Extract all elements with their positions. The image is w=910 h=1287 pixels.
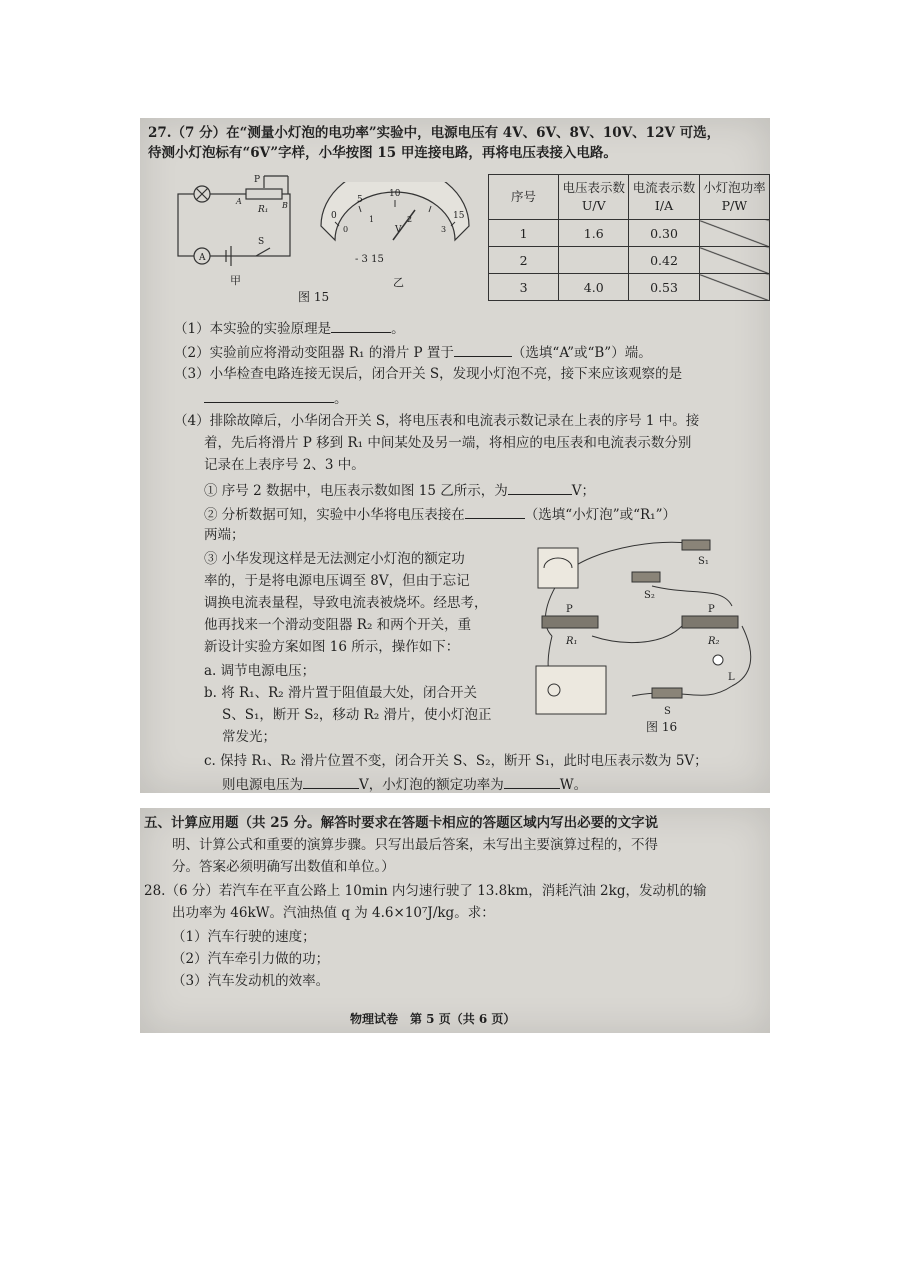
scale-inner-2: 2 bbox=[407, 215, 413, 224]
q27-part4-1-text: ① 序号 2 数据中，电压表示数如图 15 乙所示，为 bbox=[204, 483, 508, 499]
q27-part4-b: 着，先后将滑片 P 移到 R₁ 中间某处及另一端，将相应的电压表和电流表示数分别 bbox=[204, 435, 692, 451]
step-c-1: c. 保持 R₁、R₂ 滑片位置不变，闭合开关 S、S₂，断开 S₁，此时电压表示数为 5V； bbox=[204, 753, 708, 769]
q27-part1 bbox=[174, 318, 405, 338]
step-b-1: b. 将 R₁、R₂ 滑片置于阻值最大处，闭合开关 bbox=[204, 685, 477, 701]
scale-outer-10: 10 bbox=[389, 189, 401, 199]
circuit-label-B: B bbox=[282, 201, 288, 210]
q27-part4-c: 记录在上表序号 2、3 中。 bbox=[204, 457, 365, 473]
table-header-row bbox=[489, 175, 770, 220]
q27-part4-2-text: ② 分析数据可知，实验中小华将电压表接在 bbox=[204, 507, 465, 523]
q27-part4-3a: ③ 小华发现这样是无法测定小灯泡的额定功 bbox=[204, 551, 465, 567]
table-cell: 0.53 bbox=[629, 274, 699, 301]
q27-header-2: 待测小灯泡标有“6V”字样，小华按图 15 甲连接电路，再将电压表接入电路。 bbox=[148, 145, 617, 161]
voltmeter-dial-yi bbox=[315, 182, 475, 294]
q28-part3: （3）汽车发动机的效率。 bbox=[172, 973, 330, 989]
table-cell: 1.6 bbox=[559, 220, 629, 247]
q27-part4-3e: 新设计实验方案如图 16 所示，操作如下： bbox=[204, 639, 460, 655]
fig16-label-L: L bbox=[728, 672, 735, 683]
q27-part2-end: （选填“A”或“B”）端。 bbox=[511, 345, 652, 361]
table-cell: 0.42 bbox=[629, 247, 699, 274]
fig16-label-P1: P bbox=[566, 604, 573, 615]
table-row bbox=[489, 274, 770, 301]
answer-blank bbox=[331, 318, 391, 333]
q28-part2: （2）汽车牵引力做的功； bbox=[172, 951, 330, 967]
fig-yi-label: 乙 bbox=[393, 276, 404, 289]
q27-part2 bbox=[174, 342, 652, 362]
meter-terminals: - 3 15 bbox=[355, 254, 384, 265]
q27-part1-end: 。 bbox=[391, 321, 405, 337]
fig16-label-R1: R₁ bbox=[566, 636, 578, 647]
step-c-2-end: W。 bbox=[559, 777, 588, 793]
exam-photo-bottom bbox=[140, 808, 770, 1033]
fig16-label-S: S bbox=[664, 706, 671, 717]
circuit-label-ammeter: A bbox=[199, 253, 206, 263]
fig16-caption: 图 16 bbox=[646, 720, 678, 734]
table-cell-empty bbox=[699, 220, 769, 247]
q27-part1-text: （1）本实验的实验原理是 bbox=[174, 321, 332, 337]
section5-title: 五、计算应用题（共 25 分。解答时要求在答题卡相应的答题区域内写出必要的文字说 bbox=[144, 815, 659, 831]
exam-photo-top bbox=[140, 118, 770, 793]
answer-blank bbox=[508, 480, 572, 495]
q27-part4-1-end: V； bbox=[571, 483, 595, 499]
table-cell: 3 bbox=[489, 274, 559, 301]
page-footer: 物理试卷 第 5 页（共 6 页） bbox=[350, 1012, 516, 1026]
scale-outer-5: 5 bbox=[357, 195, 363, 205]
table-header: 序号 bbox=[489, 175, 559, 220]
q28-text-2: 出功率为 46kW。汽油热值 q 为 4.6×10⁷J/kg。求： bbox=[172, 905, 495, 921]
q28-text-1: 28.（6 分）若汽车在平直公路上 10min 内匀速行驶了 13.8km，消耗汽油 2kg，发动机的输 bbox=[144, 883, 707, 899]
q27-part4-3c: 调换电流表量程，导致电流表被烧坏。经思考， bbox=[204, 595, 488, 611]
q27-part3: （3）小华检查电路连接无误后，闭合开关 S，发现小灯泡不亮，接下来应该观察的是 bbox=[174, 366, 683, 382]
q27-part4-3d: 他再找来一个滑动变阻器 R₂ 和两个开关，重 bbox=[204, 617, 472, 633]
table-cell bbox=[559, 247, 629, 274]
table-row bbox=[489, 247, 770, 274]
table-header: 电压表示数 U/V bbox=[559, 175, 629, 220]
step-b-3: 常发光； bbox=[222, 729, 276, 745]
fig-jia-label: 甲 bbox=[230, 274, 241, 287]
answer-blank bbox=[465, 504, 525, 519]
step-c-2 bbox=[222, 774, 587, 794]
q27-part4-3b: 率的，于是将电源电压调至 8V，但由于忘记 bbox=[204, 573, 470, 589]
scale-inner-3: 3 bbox=[441, 225, 447, 234]
table-cell: 1 bbox=[489, 220, 559, 247]
circuit-label-P: P bbox=[254, 175, 261, 185]
table-cell: 4.0 bbox=[559, 274, 629, 301]
circuit-label-S: S bbox=[258, 237, 265, 247]
circuit-label-R1: R₁ bbox=[258, 205, 269, 215]
circuit-label-A: A bbox=[236, 197, 242, 206]
scale-outer-15: 15 bbox=[453, 211, 465, 221]
table-cell-empty bbox=[699, 274, 769, 301]
fig16-label-S2: S₂ bbox=[644, 590, 655, 601]
table-cell: 2 bbox=[489, 247, 559, 274]
table-cell-empty bbox=[699, 247, 769, 274]
fig15-caption: 图 15 bbox=[298, 290, 330, 304]
table-header: 电流表示数 I/A bbox=[629, 175, 699, 220]
q27-part4-2b: 两端； bbox=[204, 527, 245, 543]
table-row bbox=[489, 220, 770, 247]
step-c-2-text: 则电源电压为 bbox=[222, 777, 303, 793]
circuit-diagram-jia bbox=[170, 174, 310, 294]
q27-part4-1 bbox=[204, 480, 595, 500]
fig16-label-S1: S₁ bbox=[698, 556, 709, 567]
scale-inner-0: 0 bbox=[343, 225, 349, 234]
q27-header: 27.（7 分）在“测量小灯泡的电功率”实验中，电源电压有 4V、6V、8V、10V、12V 可选， bbox=[148, 125, 721, 141]
q27-part4-2-end: （选填“小灯泡”或“R₁”） bbox=[524, 507, 676, 523]
table-cell: 0.30 bbox=[629, 220, 699, 247]
fig16-label-P2: P bbox=[708, 604, 715, 615]
fig16-label-R2: R₂ bbox=[708, 636, 720, 647]
section5-title-3: 分。答案必须明确写出数值和单位。） bbox=[172, 859, 395, 875]
data-table bbox=[488, 174, 770, 301]
q27-part3-end: 。 bbox=[334, 391, 348, 407]
answer-blank bbox=[504, 774, 560, 789]
step-c-2-mid: V，小灯泡的额定功率为 bbox=[359, 777, 504, 793]
answer-blank bbox=[204, 388, 334, 403]
step-a: a. 调节电源电压； bbox=[204, 663, 316, 679]
step-b-2: S、S₁，断开 S₂，移动 R₂ 滑片，使小灯泡正 bbox=[222, 707, 492, 723]
answer-blank bbox=[303, 774, 359, 789]
table-header: 小灯泡功率 P/W bbox=[699, 175, 769, 220]
scale-outer-0: 0 bbox=[331, 211, 337, 221]
q27-part4-2 bbox=[204, 504, 676, 524]
q27-part4-a: （4）排除故障后，小华闭合开关 S，将电压表和电流表示数记录在上表的序号 1 中。接 bbox=[174, 413, 700, 429]
section5-title-2: 明、计算公式和重要的演算步骤。只写出最后答案，未写出主要演算过程的，不得 bbox=[172, 837, 658, 853]
q27-part2-text: （2）实验前应将滑动变阻器 R₁ 的滑片 P 置于 bbox=[174, 345, 454, 361]
q27-part3-line2 bbox=[204, 388, 348, 408]
scale-inner-1: 1 bbox=[369, 215, 375, 224]
q28-part1: （1）汽车行驶的速度； bbox=[172, 929, 316, 945]
meter-unit: V bbox=[395, 225, 402, 235]
circuit-figure-16 bbox=[532, 526, 764, 726]
answer-blank bbox=[454, 342, 512, 357]
